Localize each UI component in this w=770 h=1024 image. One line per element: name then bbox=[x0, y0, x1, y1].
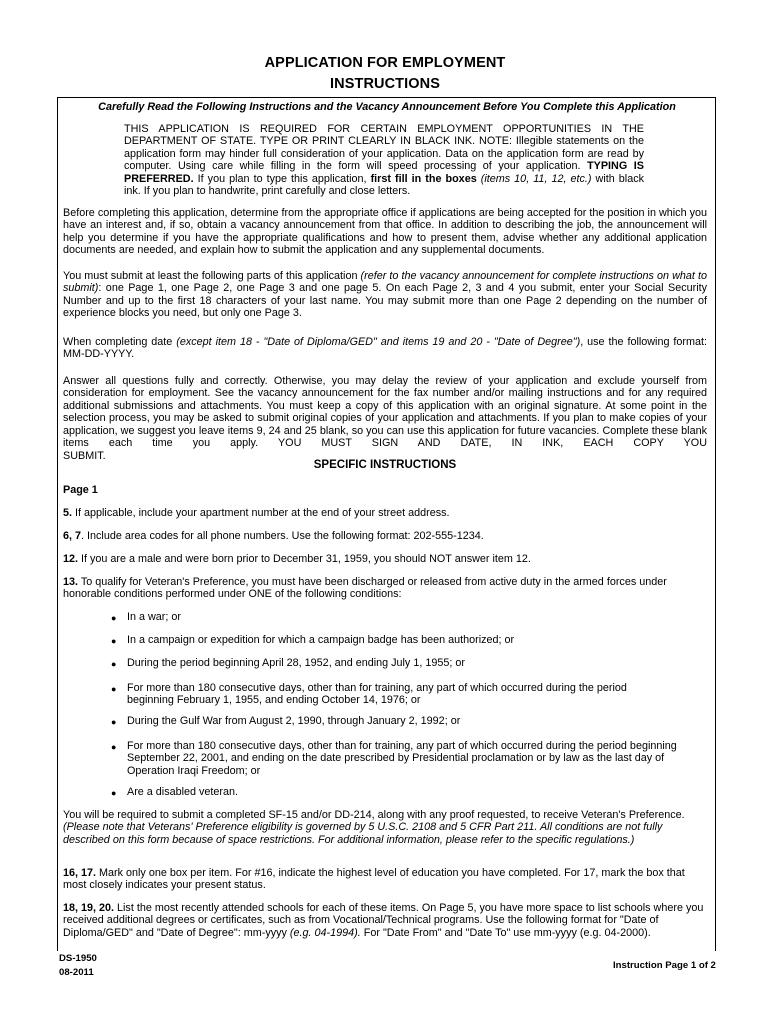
form-revision-date: 08-2011 bbox=[59, 967, 94, 978]
bullet-icon: ● bbox=[111, 636, 117, 646]
answer-questions-paragraph: Answer all questions fully and correctly. Otherwise, you may delay the review of your application and exclude yourself from consideration for employment. See the vacancy announcement for the fax number and/or mailing instructions and for any required additional submissions and attachments. You must keep a copy of this application with an original signature. At some point in the selection process, you may be asked to submit original copies of your application and attachments. If you plan to make copies of your application, we suggest you leave items 9, 24 and 25 blank, so you can use this application for future vacancies. Complete these blank items each time you apply. YOU MUST SIGN AND DATE, IN INK, EACH COPY YOU bbox=[63, 375, 707, 450]
intro-text: THIS APPLICATION IS REQUIRED FOR CERTAIN EMPLOYMENT OPPORTUNITIES IN THE DEPARTMENT OF STATE. TYPE OR PRINT CLEARLY IN BLACK INK. NOTE: Illegible statements on the application form may hinder full consideration of your application. Data on the application form are read by computer. Using care while filling in the form will speed processing of your application. bbox=[124, 123, 644, 173]
condition-item: For more than 180 consecutive days, other than for training, any part of which occurred during the period beginning February 1, 1955, and ending October 14, 1976; or bbox=[127, 682, 627, 707]
bullet-icon: ● bbox=[111, 717, 117, 727]
before-completing-paragraph: Before completing this application, determine from the appropriate office if applications are being accepted for the position in which you have an interest and, if so, obtain a vacancy announcement from that office. In addition to describing the job, the announcement will help you determine if you have the appropriate qualifications and how to present them, advise whether any additional application documents are needed, and explain how to submit the application and any supplemental documents. bbox=[63, 207, 707, 257]
answer-questions-last-line: SUBMIT. bbox=[63, 450, 106, 462]
condition-item: In a campaign or expedition for which a campaign badge has been authorized; or bbox=[127, 634, 515, 646]
page-number-label: Instruction Page 1 of 2 bbox=[613, 960, 716, 971]
form-number: DS-1950 bbox=[59, 953, 97, 964]
item-13-instruction: 13. To qualify for Veteran's Preference, you must have been discharged or released from active duty in the armed forces under honorable conditions performed under ONE of the following conditions: bbox=[63, 576, 667, 601]
item-18-19-20-instruction: 18, 19, 20. List the most recently attended schools for each of these items. On Page 5, you have more space to list schools where you received additional degrees or certificates, such as from Vocational/Technical programs. Use the following format for "Date of Diploma/GED" and "Date of Degree": mm-yyyy (e.g. 04-1994). For "Date From" and "Date To" use mm-yyyy (e.g. 04-2000). bbox=[63, 902, 704, 939]
intro-paragraph bbox=[124, 123, 644, 197]
page1-heading: Page 1 bbox=[63, 484, 98, 496]
intro-text-2: If you plan to type this application, bbox=[193, 172, 371, 185]
condition-item: During the period beginning April 28, 1952, and ending July 1, 1955; or bbox=[127, 657, 465, 669]
item-16-17-instruction: 16, 17. Mark only one box per item. For #16, indicate the highest level of education you have completed. For 17, mark the box that most closely indicates your present status. bbox=[63, 867, 685, 892]
item-5-instruction: 5. If applicable, include your apartment number at the end of your street address. bbox=[63, 507, 450, 519]
item-6-7-instruction: 6, 7. Include area codes for all phone numbers. Use the following format: 202-555-1234. bbox=[63, 530, 484, 542]
item-12-instruction: 12. If you are a male and were born prior to December 31, 1959, you should NOT answer item 12. bbox=[63, 553, 531, 565]
typing-preferred-text: TYPING IS PREFERRED. bbox=[124, 160, 644, 185]
bullet-icon: ● bbox=[111, 742, 117, 752]
condition-item: For more than 180 consecutive days, other than for training, any part of which occurred during the period beginning September 22, 2001, and ending on the date prescribed by Presidential proclamation or by law as the last day of Operation Iraqi Freedom; or bbox=[127, 740, 677, 777]
condition-item: During the Gulf War from August 2, 1990, through January 2, 1992; or bbox=[127, 715, 461, 727]
condition-item: In a war; or bbox=[127, 611, 182, 623]
bullet-icon: ● bbox=[111, 788, 117, 798]
veteran-preference-note: You will be required to submit a completed SF-15 and/or DD-214, along with any proof requested, to receive Veteran's Preference. (Please note that Veterans' Preference eligibility is governed by 5 U.S.C. 2108 and 5 CFR Part 211. All conditions are not fully described on this form because of space restrictions. For additional information, please refer to the specific regulations.) bbox=[63, 809, 685, 846]
items-reference-text: (items 10, 11, 12, etc.) bbox=[480, 172, 592, 185]
date-format-paragraph: When completing date (except item 18 - "Date of Diploma/GED" and items 19 and 20 - "Date of Degree"), use the following format: MM-DD-YYYY. bbox=[63, 336, 707, 361]
bullet-icon: ● bbox=[111, 684, 117, 694]
bullet-icon: ● bbox=[111, 613, 117, 623]
bullet-icon: ● bbox=[111, 659, 117, 669]
submit-parts-paragraph: You must submit at least the following parts of this application (refer to the vacancy announcement for complete instructions on what to submit): one Page 1, one Page 2, one Page 3 and one page 5. On each Page 2, 3 and 4 you submit, enter your Social Security Number and up to the first 18 characters of your last name. You may submit more than one Page 2 depending on the number of experience blocks you need, but only one Page 3. bbox=[63, 270, 707, 320]
specific-instructions-heading: SPECIFIC INSTRUCTIONS bbox=[313, 459, 457, 471]
fill-boxes-text: first fill in the boxes bbox=[370, 172, 477, 185]
read-instructions-header: Carefully Read the Following Instructions and the Vacancy Announcement Before You Complete this Application bbox=[98, 101, 676, 113]
document-title: APPLICATION FOR EMPLOYMENT bbox=[264, 55, 506, 71]
intro-text-3: with black ink. If you plan to handwrite, print carefully and close letters. bbox=[124, 172, 644, 198]
condition-item: Are a disabled veteran. bbox=[127, 786, 239, 798]
document-subtitle: INSTRUCTIONS bbox=[330, 76, 440, 92]
